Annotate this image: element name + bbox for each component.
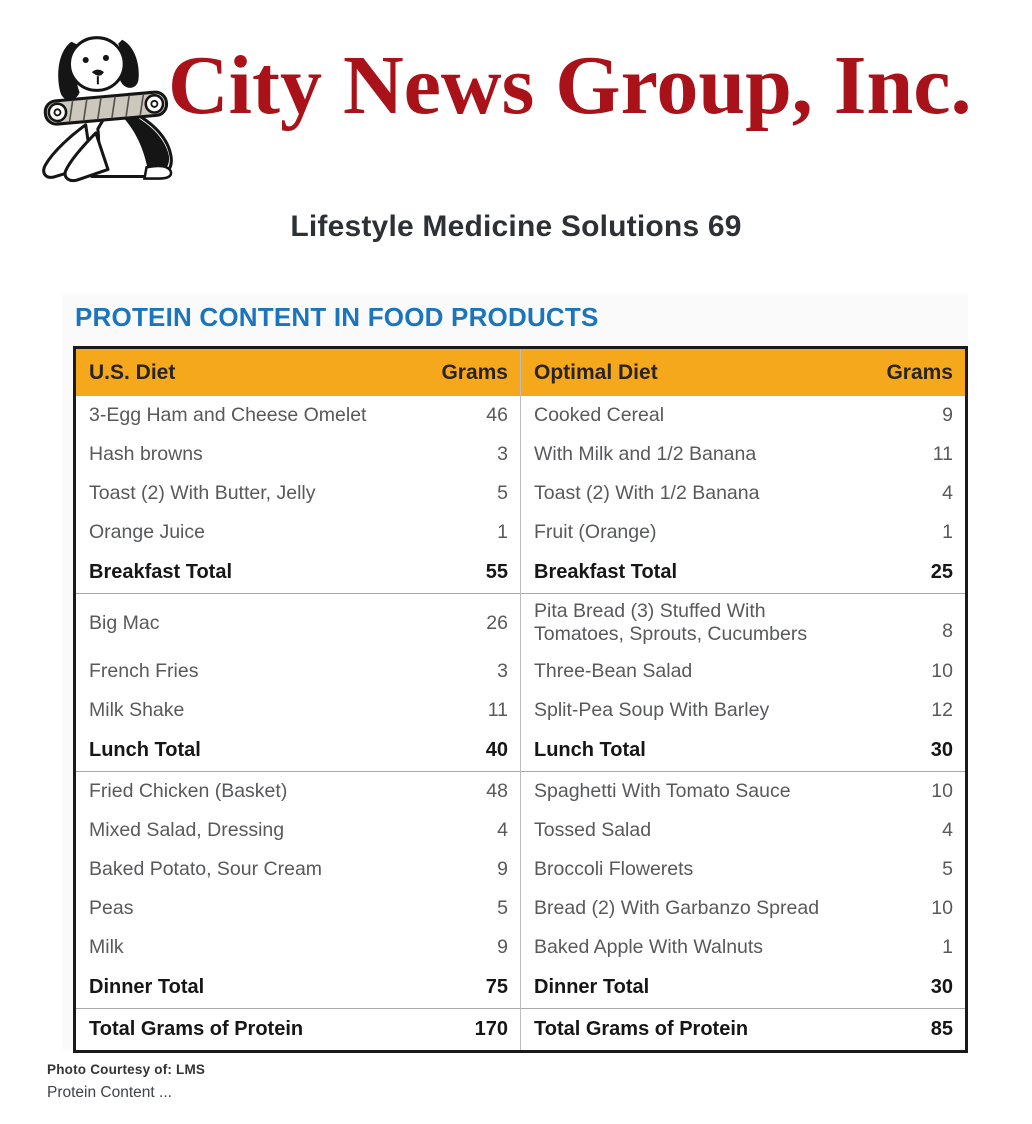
us-total-label: Breakfast Total: [89, 561, 233, 583]
table-row: [75, 594, 967, 653]
dog-with-newspaper-logo: [33, 14, 185, 184]
us-total-label: Dinner Total: [89, 976, 205, 998]
us-grams: 3: [497, 443, 508, 465]
brand-title: City News Group, Inc.: [168, 39, 972, 132]
optimal-item: Fruit (Orange): [521, 513, 877, 552]
optimal-total-grams: 30: [930, 739, 953, 761]
optimal-item: Baked Apple With Walnuts: [521, 928, 877, 967]
us-grams: 46: [486, 404, 508, 426]
optimal-total-label: Dinner Total: [521, 967, 877, 1009]
optimal-grams: 4: [942, 819, 953, 841]
optimal-item: With Milk and 1/2 Banana: [521, 435, 877, 474]
us-grams: 1: [497, 521, 508, 543]
optimal-total-grams: 30: [930, 976, 953, 998]
us-grams: 11: [487, 699, 508, 721]
us-item: Toast (2) With Butter, Jelly: [89, 482, 316, 504]
us-item: Milk: [89, 936, 124, 958]
us-grams: 9: [497, 858, 508, 880]
table-row: [75, 396, 967, 435]
optimal-item: Tossed Salad: [521, 811, 877, 850]
optimal-grams: 12: [931, 699, 953, 721]
us-item: Orange Juice: [89, 521, 205, 543]
optimal-grams: 5: [942, 858, 953, 880]
us-item: 3-Egg Ham and Cheese Omelet: [89, 404, 367, 426]
col-optimal-diet: Optimal Diet: [521, 348, 877, 397]
us-grand-total-grams: 170: [431, 1009, 521, 1052]
us-item: French Fries: [89, 660, 199, 682]
optimal-total-grams: 25: [930, 561, 953, 583]
dog-logo-illustration: [33, 14, 185, 184]
us-item: Big Mac: [75, 594, 431, 653]
table-row: [75, 652, 967, 691]
col-optimal-grams: Grams: [877, 348, 967, 397]
table-row: [75, 811, 967, 850]
optimal-grand-total-label: Total Grams of Protein: [521, 1009, 877, 1052]
table-row: [75, 850, 967, 889]
optimal-grams: 10: [931, 660, 953, 682]
breakfast-total-row: [75, 552, 967, 594]
optimal-grand-total-grams: 85: [877, 1009, 967, 1052]
optimal-grams: 1: [942, 936, 953, 958]
table-row: [75, 474, 967, 513]
grand-total-row: [75, 1009, 967, 1052]
optimal-item: [521, 594, 877, 653]
optimal-grams: 9: [942, 404, 953, 426]
us-item: Fried Chicken (Basket): [75, 772, 431, 812]
optimal-total-label: Lunch Total: [521, 730, 877, 772]
issue-subtitle: Lifestyle Medicine Solutions 69: [290, 210, 742, 243]
table-row: [75, 691, 967, 730]
us-total-grams: 75: [485, 976, 508, 998]
optimal-item: Bread (2) With Garbanzo Spread: [521, 889, 877, 928]
article-title: PROTEIN CONTENT IN FOOD PRODUCTS: [75, 302, 599, 332]
photo-credit: Photo Courtesy of: LMS: [47, 1062, 206, 1077]
table-row: [75, 928, 967, 967]
col-us-grams: Grams: [431, 348, 521, 397]
us-grams: 5: [497, 897, 508, 919]
table-row: [75, 513, 967, 552]
optimal-item-text: Pita Bread (3) Stuffed With Tomatoes, Sprouts, Cucumbers: [534, 600, 808, 645]
optimal-item: Spaghetti With Tomato Sauce: [521, 772, 877, 812]
us-grams: 48: [431, 772, 521, 812]
optimal-grams: 1: [942, 521, 953, 543]
us-grand-total-label: Total Grams of Protein: [75, 1009, 431, 1052]
optimal-item: Three-Bean Salad: [521, 652, 877, 691]
optimal-item: Cooked Cereal: [521, 396, 877, 435]
caption-text: Protein Content ...: [47, 1084, 172, 1101]
optimal-grams: 4: [942, 482, 953, 504]
article-panel: [62, 294, 968, 1050]
us-item: Peas: [89, 897, 134, 919]
optimal-grams: 11: [932, 443, 953, 465]
optimal-grams: 8: [877, 594, 967, 653]
us-total-grams: 40: [485, 739, 508, 761]
optimal-item: Toast (2) With 1/2 Banana: [521, 474, 877, 513]
us-item: Hash browns: [89, 443, 203, 465]
table-header-row: [75, 348, 967, 397]
us-grams: 3: [497, 660, 508, 682]
lunch-total-row: [75, 730, 967, 772]
optimal-item: Split-Pea Soup With Barley: [521, 691, 877, 730]
us-grams: 4: [497, 819, 508, 841]
us-total-label: Lunch Total: [89, 739, 201, 761]
col-us-diet: U.S. Diet: [75, 348, 431, 397]
us-item: Milk Shake: [89, 699, 185, 721]
optimal-grams: 10: [931, 897, 953, 919]
us-grams: 26: [431, 594, 521, 653]
table-row: [75, 435, 967, 474]
table-row: [75, 772, 967, 812]
optimal-total-label: Breakfast Total: [521, 552, 877, 594]
us-item: Baked Potato, Sour Cream: [89, 858, 323, 880]
optimal-grams: 10: [877, 772, 967, 812]
us-item: Mixed Salad, Dressing: [89, 819, 285, 841]
us-total-grams: 55: [485, 561, 508, 583]
dinner-total-row: [75, 967, 967, 1009]
protein-content-table: [73, 346, 968, 1053]
table-row: [75, 889, 967, 928]
us-grams: 5: [497, 482, 508, 504]
optimal-item: Broccoli Flowerets: [521, 850, 877, 889]
us-grams: 9: [497, 936, 508, 958]
